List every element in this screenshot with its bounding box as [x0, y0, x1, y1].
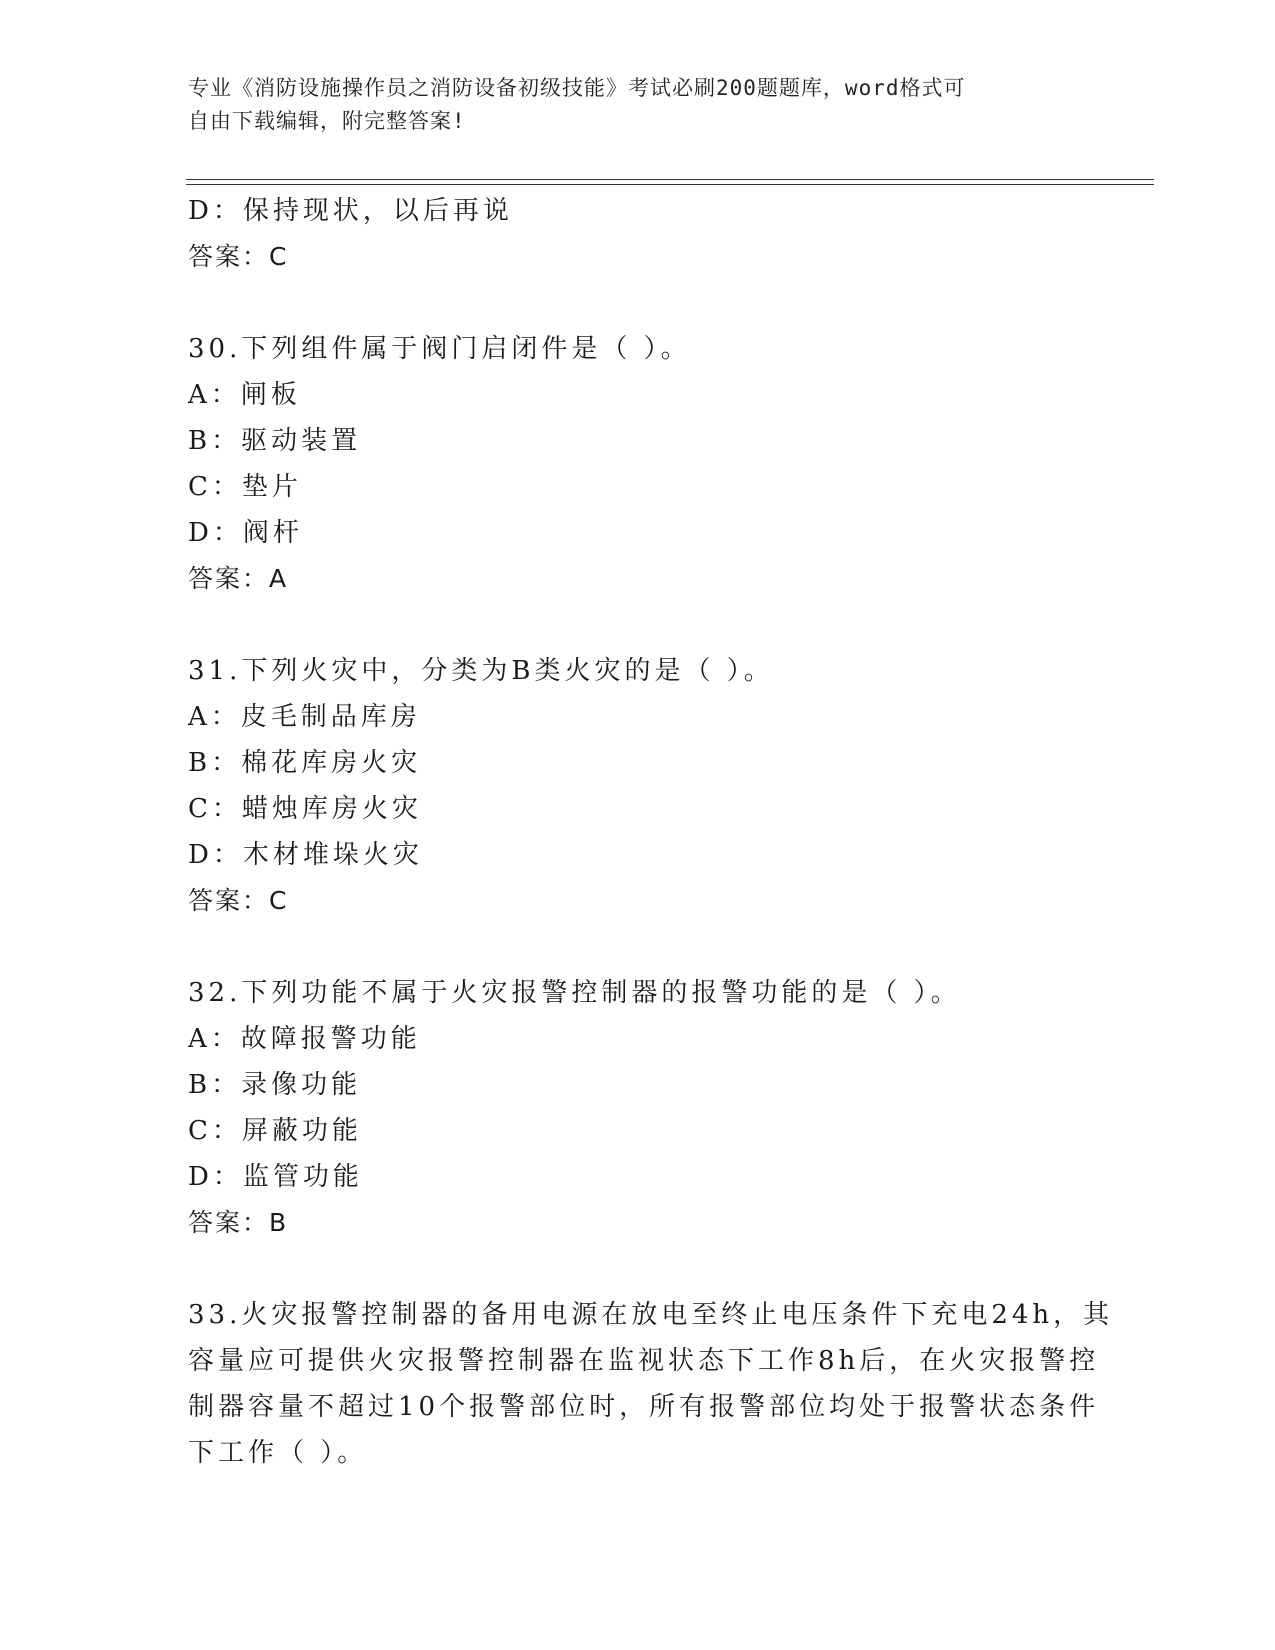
question-stem-line-4: 下工作（ ）。 — [188, 1438, 368, 1468]
option-c: C：垫片 — [188, 472, 302, 502]
question-32 — [188, 970, 1088, 1246]
option-b: B：录像功能 — [188, 1070, 362, 1100]
option-b: B：棉花库房火灾 — [188, 748, 422, 778]
question-stem: 31.下列火灾中，分类为B类火灾的是（ ）。 — [188, 656, 774, 686]
answer-line: 答案：B — [188, 1208, 289, 1237]
option-d: D：保持现状，以后再说 — [188, 196, 513, 226]
previous-question-tail — [188, 188, 1088, 280]
question-stem: 32.下列功能不属于火灾报警控制器的报警功能的是（ ）。 — [188, 978, 961, 1008]
option-a: A：皮毛制品库房 — [188, 702, 421, 732]
option-a: A：故障报警功能 — [188, 1024, 421, 1054]
question-stem: 30.下列组件属于阀门启闭件是（ ）。 — [188, 334, 691, 364]
document-body — [188, 188, 1114, 1476]
answer-line: 答案：C — [188, 242, 289, 271]
question-30 — [188, 326, 1088, 602]
answer-line: 答案：C — [188, 886, 289, 915]
answer-line: 答案：A — [188, 564, 289, 593]
header-divider-top — [186, 179, 1154, 180]
option-c: C：蜡烛库房火灾 — [188, 794, 422, 824]
option-d: D：木材堆垛火灾 — [188, 840, 423, 870]
option-d: D：监管功能 — [188, 1162, 363, 1192]
question-stem-line-3: 制器容量不超过10个报警部位时，所有报警部位均处于报警状态条件 — [188, 1392, 1100, 1422]
question-33 — [188, 1292, 1114, 1476]
question-stem-line-1: 33.火灾报警控制器的备用电源在放电至终止电压条件下充电24h，其 — [188, 1300, 1114, 1330]
option-b: B：驱动装置 — [188, 426, 362, 456]
question-31 — [188, 648, 1088, 924]
header-line-2: 自由下载编辑，附完整答案! — [188, 109, 466, 133]
option-c: C：屏蔽功能 — [188, 1116, 362, 1146]
question-stem-line-2: 容量应可提供火灾报警控制器在监视状态下工作8h后，在火灾报警控 — [188, 1346, 1100, 1376]
option-d: D：阀杆 — [188, 518, 303, 548]
header-divider-bottom — [186, 184, 1154, 185]
page-header — [188, 72, 1068, 138]
option-a: A：闸板 — [188, 380, 301, 410]
header-line-1: 专业《消防设施操作员之消防设备初级技能》考试必刷200题题库，word格式可 — [188, 76, 966, 100]
